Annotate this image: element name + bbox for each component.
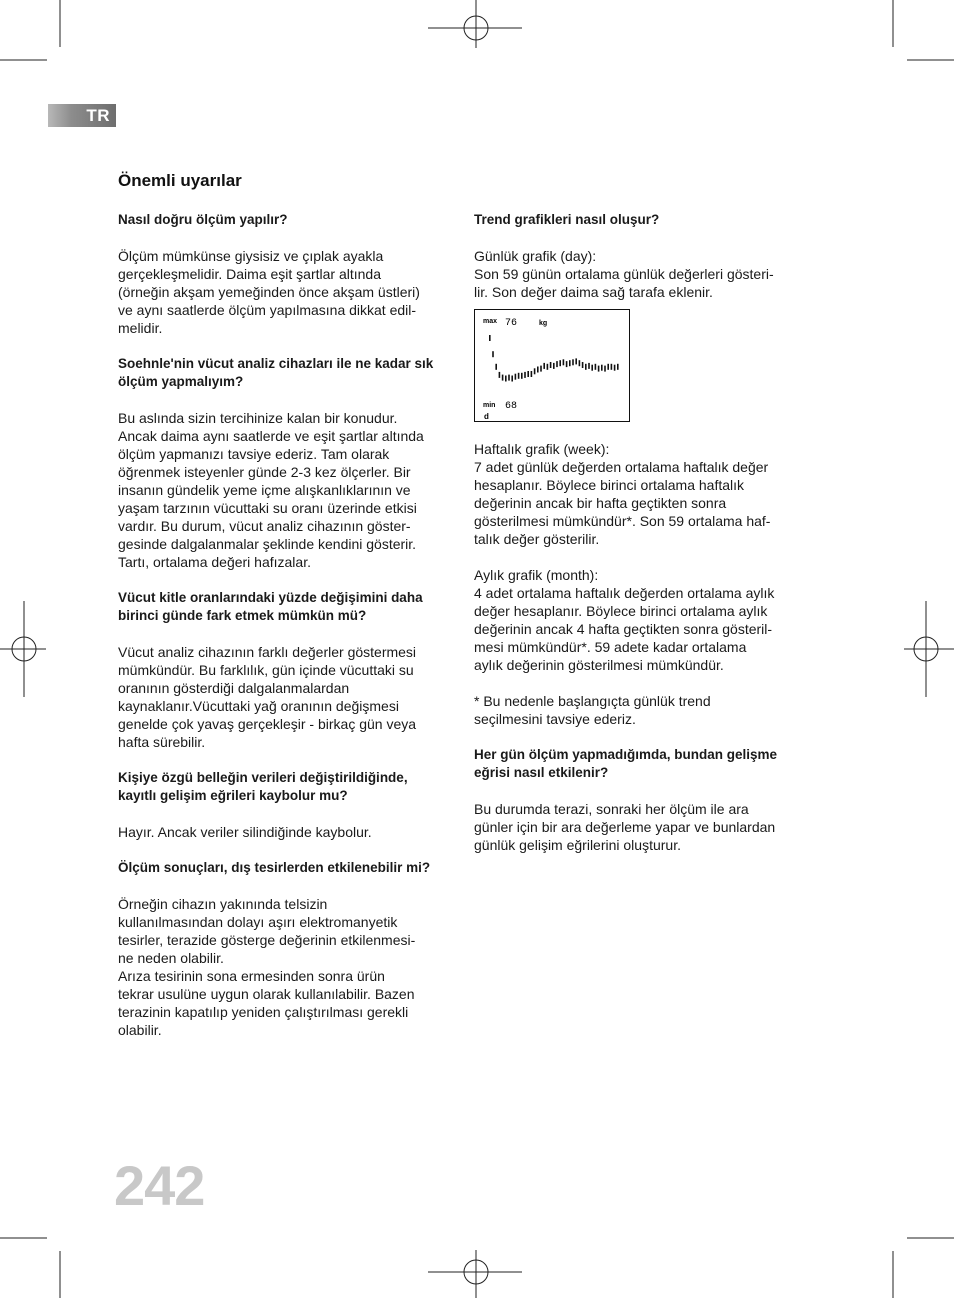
question-heading: Vücut kitle oranlarındaki yüzde değişimini daha birinci günde fark etmek mümkün mü?: [118, 590, 423, 623]
trend-point: [518, 373, 520, 379]
right-column: [474, 211, 809, 854]
answer-paragraph: Hayır. Ancak veriler silindiğinde kaybolur.: [118, 824, 372, 840]
trend-point: [595, 364, 597, 370]
trend-point: [508, 375, 510, 381]
question-heading: Soehnle'nin vücut analiz cihazları ile ne kadar sık ölçüm yapmalıyım?: [118, 356, 434, 389]
trend-point: [604, 366, 606, 372]
trend-point: [591, 365, 593, 371]
trend-point: [492, 351, 494, 357]
answer-paragraph: Bu durumda terazi, sonraki her ölçüm ile ara günler için bir ara değerleme yapar ve bunlardan günlük gelişim eğrilerini oluşturur.: [474, 801, 776, 853]
trend-point: [534, 368, 536, 374]
trend-point: [582, 362, 584, 368]
trend-point: [537, 367, 539, 373]
trend-point: [607, 364, 609, 370]
trend-point: [601, 365, 603, 371]
trend-point: [527, 371, 529, 377]
question-heading: Kişiye özgü belleğin verileri değiştirildiğinde, kayıtlı gelişim eğrileri kaybolur mu?: [118, 770, 408, 803]
trend-point: [502, 375, 504, 381]
answer-paragraph: Bu aslında sizin tercihinize kalan bir konudur. Ancak daima aynı saatlerde ve eşit şartlar altında ölçüm yapmanızı tavsiye ederiz. Tam olarak öğrenmek isteyenler günde 2-3 kez ölçerler. Bir insanın gündelik yeme içme alışkanlıklarının ve yaşam tarzının vücuttaki su oranı üzerinde etkisi vardır. Bu durum, vücut analiz cihazının göster- gesinde dalgalanmalar şeklinde kendini gösterir. Tartı, ortalama değeri hafızalar.: [118, 410, 424, 570]
min-label: min: [483, 402, 496, 409]
trend-point: [617, 364, 619, 370]
trend-point: [495, 364, 497, 370]
trend-point: [489, 335, 491, 341]
trend-point: [588, 363, 590, 369]
trend-point: [556, 361, 558, 367]
left-column: [118, 211, 448, 1039]
display-frame: [475, 310, 630, 422]
trend-point: [566, 361, 568, 367]
question-heading: Ölçüm sonuçları, dış tesirlerden etkilenebilir mi?: [118, 860, 431, 875]
answer-paragraph: Ölçüm mümkünse giysisiz ve çıplak ayakla gerçekleşmelidir. Daima eşit şartlar altında (örneğin akşam yemeğinden önce akşam üstleri) ve aynı saatlerde ölçüm yapılmasına dikkat edil- melidir.: [118, 248, 420, 336]
trend-point: [540, 366, 542, 372]
monthly-graph-text: Aylık grafik (month): 4 adet ortalama haftalık değerden ortalama aylık değer hesaplanır. Böylece birinci ortalama aylık değerinin ancak 4 hafta geçtikten sonra gösteril- mesi mümkündür*. 59 adete kadar ortalama aylık değerinin gösterilmesi mümkündür.: [474, 567, 775, 673]
trend-point: [543, 363, 545, 369]
trend-point: [505, 376, 507, 382]
max-label: max: [483, 318, 498, 325]
question-heading: Her gün ölçüm yapmadığımda, bundan gelişme eğrisi nasıl etkilenir?: [474, 747, 778, 780]
trend-point: [579, 360, 581, 366]
page-number: 242: [114, 1154, 205, 1217]
answer-paragraph: Örneğin cihazın yakınında telsizin kullanılmasından dolayı aşırı elektromanyetik tesirler, terazide gösterge değerinin etkilenmesi- ne neden olabilir. Arıza tesirinin sona ermesinden sonra ürün tekrar usulüne uygun olarak kullanılabilir. Bazen terazinin kapatılıp yeniden çalıştırılması gerekli olabilir.: [118, 896, 416, 1038]
trend-point: [572, 359, 574, 365]
trend-point: [531, 371, 533, 377]
trend-point: [611, 364, 613, 370]
question-heading: Nasıl doğru ölçüm yapılır?: [118, 212, 288, 227]
language-code: TR: [86, 106, 110, 125]
trend-point: [563, 359, 565, 365]
trend-point: [614, 365, 616, 371]
trend-point: [550, 362, 552, 368]
trend-point: [598, 366, 600, 372]
max-value: 76: [505, 318, 518, 329]
answer-paragraph: Vücut analiz cihazının farklı değerler göstermesi mümkündür. Bu farklılık, gün içinde vücuttaki su oranının gösterdiği dalgalanmalardan kaynaklanır.Vücuttaki yağ oranının değişmesi genelde çok yavaş gerçekleşir - birkaç gün veya hafta sürebilir.: [118, 644, 417, 750]
page-title: Önemli uyarılar: [118, 171, 242, 190]
language-badge: [48, 104, 116, 127]
min-value: 68: [505, 401, 518, 412]
trend-point: [511, 376, 513, 382]
trend-display-chart: [474, 309, 630, 422]
trend-point: [559, 360, 561, 366]
trend-point: [521, 373, 523, 379]
trend-figure: [474, 309, 809, 422]
trend-point: [547, 364, 549, 370]
unit-label: kg: [539, 320, 548, 327]
trend-point: [553, 363, 555, 369]
question-heading: Trend grafikleri nasıl oluşur?: [474, 212, 660, 227]
trend-point: [569, 360, 571, 366]
trend-point: [575, 358, 577, 364]
trend-point: [585, 364, 587, 370]
weekly-graph-text: Haftalık grafik (week): 7 adet günlük değerden ortalama haftalık değer hesaplanır. Böylece birinci ortalama haftalık değerinin ancak bir hafta geçtikten sonra gösterilmesi mümkündür*. Son 59 ortalama haf- talık değer gösterilir.: [474, 441, 771, 547]
mode-label: d: [484, 412, 489, 421]
footnote: * Bu nedenle başlangıçta günlük trend seçilmesini tavsiye ederiz.: [474, 693, 711, 727]
trend-point: [499, 372, 501, 378]
trend-point: [524, 372, 526, 378]
trend-point: [515, 374, 517, 380]
daily-graph-text: Günlük grafik (day): Son 59 günün ortalama günlük değerleri gösteri- lir. Son değer daima sağ tarafa eklenir.: [474, 248, 774, 300]
